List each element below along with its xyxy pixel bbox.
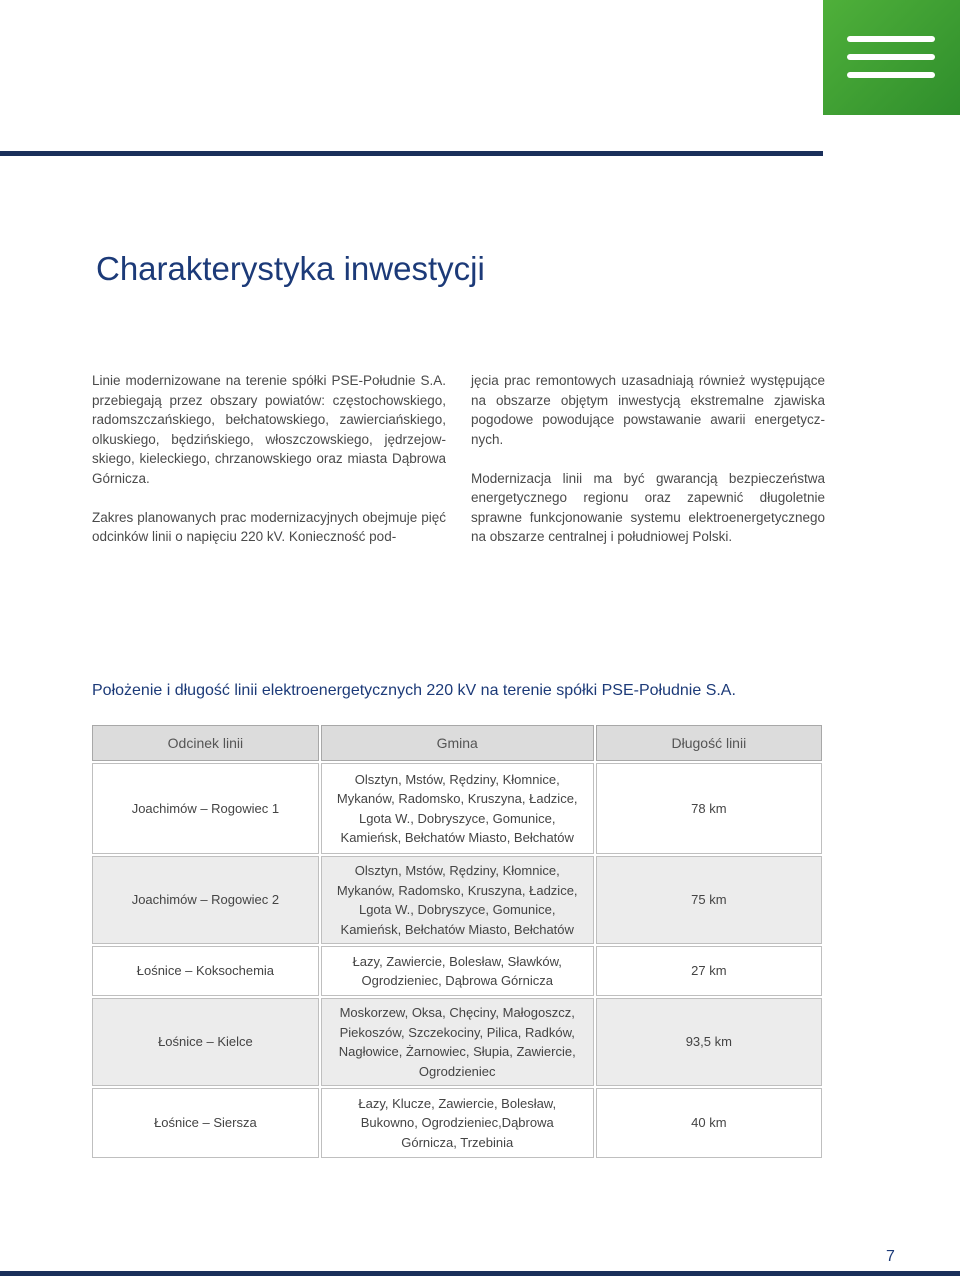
length-cell: 40 km [596,1088,822,1158]
page-title: Charakterystyka inwestycji [96,250,485,287]
length-cell: 27 km [596,946,822,996]
length-cell: 75 km [596,856,822,944]
table-row [92,856,822,944]
logo-bar [847,72,935,78]
paragraph: Zakres planowanych prac modernizacyjnych obejmuje pięć odcinków linii o napięciu 220 kV. Konieczność pod- [92,509,446,544]
table-row [92,763,822,854]
table-row [92,998,822,1086]
logo-bar [847,54,935,60]
header-gmina: Gmina [321,725,594,761]
brand-logo [823,0,960,115]
paragraph: Modernizacja linii ma być gwarancją bezpieczeństwa energetycznego regionu oraz zapewnić długoletnie sprawne funkcjonowanie systemu elektroenergetycznego na obszarze centralnej i południowej Polski. [471,470,825,544]
segment-cell: Łośnice – Siersza [92,1088,319,1158]
segment-cell: Joachimów – Rogowiec 2 [92,856,319,944]
length-cell: 78 km [596,763,822,854]
table-header-row [92,725,822,761]
paragraph: Linie modernizowane na terenie spółki PSE-Południe S.A. przebiegają przez obszary powiatów: częstochowskiego, radomszczańskiego, bełchatowskiego, zawierciańskiego, olkuskiego, będzińskiego, włoszczowskiego, jędrzejowskiego, kieleckiego, chrzanowskiego oraz miasta Dąbrowa Górnicza. [92,373,446,486]
paragraph: jęcia prac remontowych uzasadniają również występujące na obszarze objętym inwestycją ekstremalne zjawiska pogodowe powodujące powstawanie awarii energetycznych. [471,373,825,447]
left-text-column [92,371,446,566]
segment-cell: Joachimów – Rogowiec 1 [92,763,319,854]
gmina-cell: Moskorzew, Oksa, Chęciny, Małogoszcz, Piekoszów, Szczekociny, Pilica, Radków, Nagłowice, Żarnowiec, Słupia, Zawiercie, Ogrodzieniec [321,998,594,1086]
length-cell: 93,5 km [596,998,822,1086]
gmina-cell: Olsztyn, Mstów, Rędziny, Kłomnice, Mykanów, Radomsko, Kruszyna, Ładzice, Lgota W., Dobryszyce, Gomunice, Kamieńsk, Bełchatów Miasto, Bełchatów [321,763,594,854]
table-caption: Położenie i długość linii elektroenergetycznych 220 kV na terenie spółki PSE-Południe S.A. [92,682,736,699]
top-divider [0,151,823,156]
table-row [92,1088,822,1158]
page-number: 7 [886,1248,895,1265]
header-length: Długość linii [596,725,822,761]
header-segment: Odcinek linii [92,725,319,761]
bottom-divider [0,1271,960,1276]
gmina-cell: Łazy, Zawiercie, Bolesław, Sławków, Ogrodzieniec, Dąbrowa Górnicza [321,946,594,996]
power-lines-table [90,723,824,1160]
table-row [92,946,822,996]
gmina-cell: Łazy, Klucze, Zawiercie, Bolesław, Bukowno, Ogrodzieniec,Dąbrowa Górnicza, Trzebinia [321,1088,594,1158]
segment-cell: Łośnice – Koksochemia [92,946,319,996]
menu-lines-logo-icon [847,36,935,42]
right-text-column [471,371,825,566]
segment-cell: Łośnice – Kielce [92,998,319,1086]
gmina-cell: Olsztyn, Mstów, Rędziny, Kłomnice, Mykanów, Radomsko, Kruszyna, Ładzice, Lgota W., Dobryszyce, Gomunice, Kamieńsk, Bełchatów Miasto, Bełchatów [321,856,594,944]
